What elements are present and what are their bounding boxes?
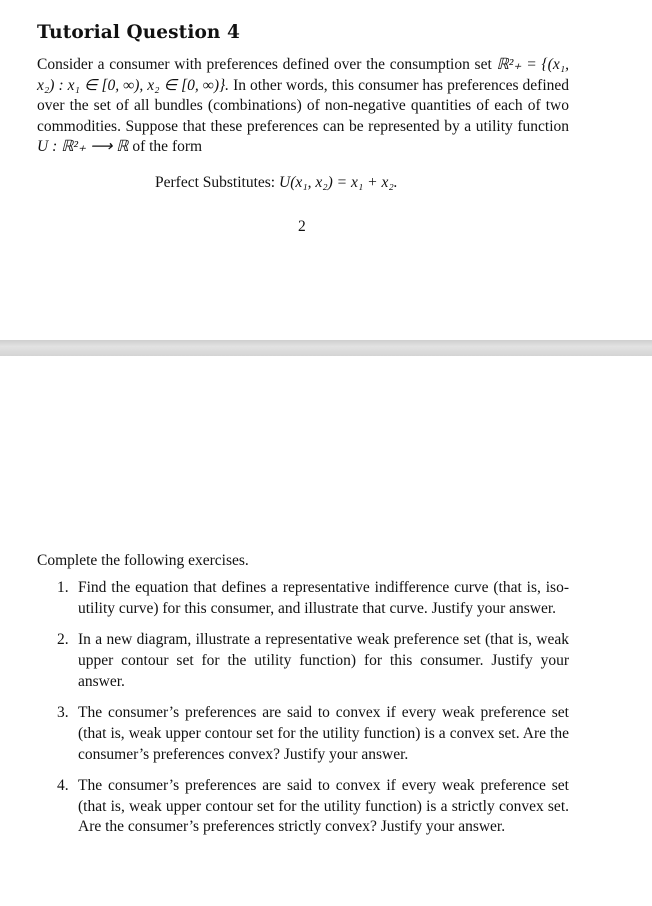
list-item <box>57 776 569 838</box>
paragraph-intro: Consider a consumer with preferences defined over the consumption set <box>37 56 492 73</box>
exercise-text: The consumer’s preferences are said to convex if every weak preference set (that is, weak upper contour set for the utility function) is a strictly convex set. Are the consumer’s preferences strictly convex? Justify your answer. <box>78 776 569 836</box>
page-separator <box>0 340 652 356</box>
utility-function-mapping: U : ℝ²₊ ⟶ ℝ <box>37 138 129 155</box>
display-equation-line <box>155 174 398 192</box>
exercise-number: 4. <box>57 776 69 794</box>
tutorial-title: Tutorial Question 4 <box>37 22 240 43</box>
list-item <box>57 578 569 620</box>
display-label: Perfect Substitutes: <box>155 174 276 191</box>
consumption-set-definition: ℝ²₊ = {(x₁, x₂) : x₁ ∈ [0, ∞), x₂ ∈ [0, ∞)}. <box>37 56 569 94</box>
exercise-text: In a new diagram, illustrate a representative weak preference set (that is, weak upper contour set for the utility function) for this consumer. Justify your answer. <box>78 631 569 690</box>
page-bottom <box>0 356 652 906</box>
exercises-intro: Complete the following exercises. <box>37 552 249 569</box>
page-top <box>0 0 652 340</box>
page-number: 2 <box>298 218 306 235</box>
list-item <box>57 630 569 692</box>
paragraph-text: In other words, this consumer has preferences defined over the set of all bundles (combinations) of non-negative quantities of each of two commodities. Suppose that these preferences can be represented by a utility function <box>37 76 570 135</box>
exercise-list <box>57 578 569 849</box>
exercise-number: 2. <box>57 631 69 649</box>
exercise-text: Find the equation that defines a representative indifference curve (that is, iso-utility curve) for this consumer, and illustrate that curve. Justify your answer. <box>78 579 569 617</box>
exercise-number: 3. <box>57 703 69 721</box>
paragraph-ending: of the form <box>132 138 203 155</box>
utility-equation: U(x₁, x₂) = x₁ + x₂. <box>279 174 398 191</box>
exercise-number: 1. <box>57 579 69 596</box>
list-item <box>57 703 569 765</box>
question-paragraph <box>37 55 569 158</box>
exercise-text: The consumer’s preferences are said to convex if every weak preference set (that is, weak upper contour set for the utility function) is a convex set. Are the consumer’s preferences convex? Justify your answer. <box>78 703 569 763</box>
